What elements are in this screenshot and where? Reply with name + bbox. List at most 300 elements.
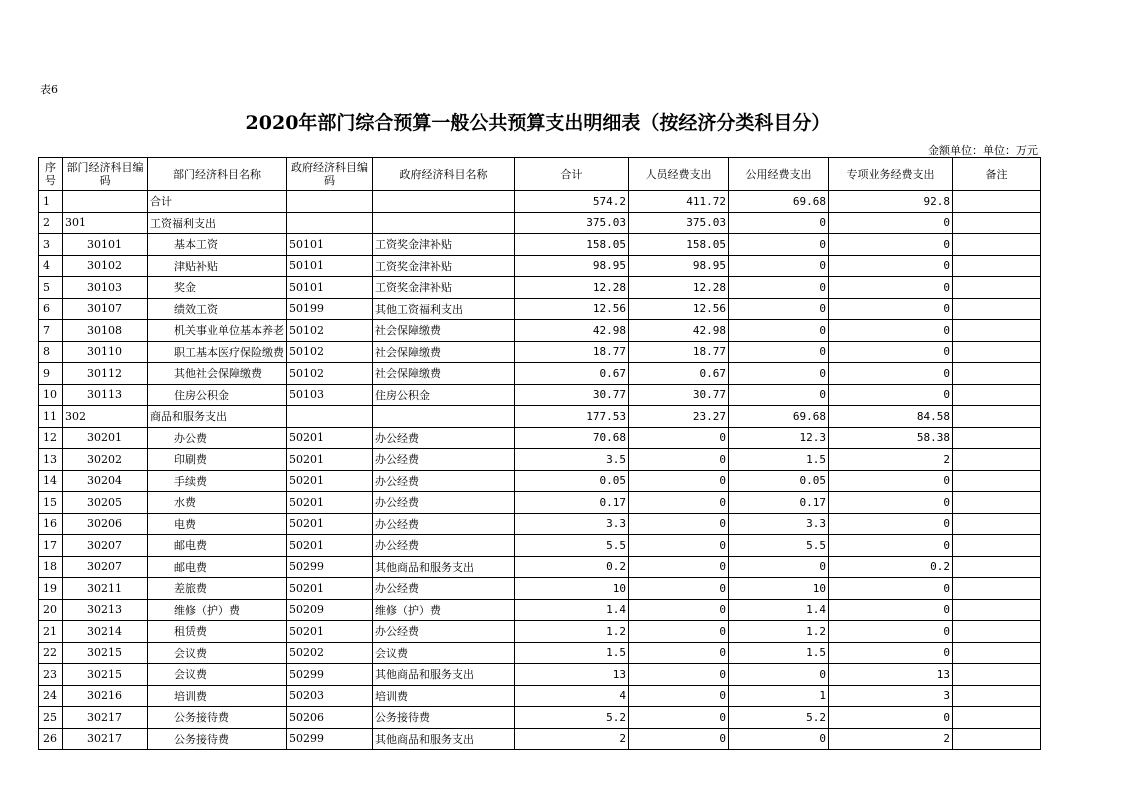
gov-code: 50203	[287, 685, 373, 707]
dept-code: 30201	[63, 427, 148, 449]
dept-code: 30112	[63, 363, 148, 385]
dept-code: 30107	[63, 298, 148, 320]
header-cell: 专项业务经费支出	[829, 158, 953, 191]
row-index: 13	[39, 449, 63, 471]
row-index: 4	[39, 255, 63, 277]
table-row	[39, 191, 1041, 213]
total-amount: 13	[515, 664, 629, 686]
row-index: 15	[39, 492, 63, 514]
dept-item-name: 基本工资	[148, 234, 287, 256]
dept-item-name: 租赁费	[148, 621, 287, 643]
row-index: 22	[39, 642, 63, 664]
dept-item-name: 差旅费	[148, 578, 287, 600]
public-expense: 1.4	[729, 599, 829, 621]
document-title: 2020年部门综合预算一般公共预算支出明细表（按经济分类科目分）	[245, 112, 831, 134]
dept-item-name: 邮电费	[148, 556, 287, 578]
public-expense: 69.68	[729, 406, 829, 428]
table-row	[39, 556, 1041, 578]
personnel-expense: 0	[629, 427, 729, 449]
gov-item-name: 办公经费	[373, 470, 515, 492]
gov-item-name: 工资奖金津补贴	[373, 255, 515, 277]
public-expense: 5.2	[729, 707, 829, 729]
table-header-row	[39, 158, 1041, 191]
table-row	[39, 449, 1041, 471]
dept-item-name: 其他社会保障缴费	[148, 363, 287, 385]
total-amount: 42.98	[515, 320, 629, 342]
dept-item-name: 公务接待费	[148, 707, 287, 729]
personnel-expense: 30.77	[629, 384, 729, 406]
remarks	[953, 234, 1041, 256]
gov-item-name: 办公经费	[373, 513, 515, 535]
public-expense: 69.68	[729, 191, 829, 213]
gov-item-name: 培训费	[373, 685, 515, 707]
public-expense: 1	[729, 685, 829, 707]
header-cell: 合计	[515, 158, 629, 191]
dept-code: 30214	[63, 621, 148, 643]
dept-code: 30101	[63, 234, 148, 256]
remarks	[953, 556, 1041, 578]
remarks	[953, 449, 1041, 471]
dept-code: 30211	[63, 578, 148, 600]
remarks	[953, 535, 1041, 557]
remarks	[953, 664, 1041, 686]
dept-item-name: 奖金	[148, 277, 287, 299]
remarks	[953, 427, 1041, 449]
remarks	[953, 341, 1041, 363]
public-expense: 12.3	[729, 427, 829, 449]
special-expense: 2	[829, 449, 953, 471]
total-amount: 5.5	[515, 535, 629, 557]
row-index: 6	[39, 298, 63, 320]
table-row	[39, 578, 1041, 600]
personnel-expense: 0	[629, 513, 729, 535]
special-expense: 3	[829, 685, 953, 707]
special-expense: 0	[829, 255, 953, 277]
gov-code: 50299	[287, 664, 373, 686]
gov-code: 50102	[287, 341, 373, 363]
row-index: 25	[39, 707, 63, 729]
gov-code: 50202	[287, 642, 373, 664]
gov-code: 50101	[287, 255, 373, 277]
gov-code: 50102	[287, 363, 373, 385]
total-amount: 1.4	[515, 599, 629, 621]
total-amount: 12.56	[515, 298, 629, 320]
personnel-expense: 0	[629, 599, 729, 621]
dept-code: 30103	[63, 277, 148, 299]
row-index: 23	[39, 664, 63, 686]
dept-code: 30205	[63, 492, 148, 514]
public-expense: 0	[729, 728, 829, 750]
gov-item-name: 工资奖金津补贴	[373, 277, 515, 299]
table-row	[39, 255, 1041, 277]
table-row	[39, 728, 1041, 750]
dept-code: 30204	[63, 470, 148, 492]
special-expense: 13	[829, 664, 953, 686]
table-row	[39, 427, 1041, 449]
gov-code: 50299	[287, 728, 373, 750]
row-index: 12	[39, 427, 63, 449]
special-expense: 0	[829, 234, 953, 256]
remarks	[953, 621, 1041, 643]
public-expense: 0	[729, 212, 829, 234]
remarks	[953, 406, 1041, 428]
dept-code: 30102	[63, 255, 148, 277]
remarks	[953, 255, 1041, 277]
personnel-expense: 12.28	[629, 277, 729, 299]
remarks	[953, 513, 1041, 535]
public-expense: 0	[729, 556, 829, 578]
special-expense: 0	[829, 578, 953, 600]
total-amount: 0.67	[515, 363, 629, 385]
gov-item-name: 工资奖金津补贴	[373, 234, 515, 256]
public-expense: 0	[729, 255, 829, 277]
total-amount: 12.28	[515, 277, 629, 299]
public-expense: 0	[729, 234, 829, 256]
remarks	[953, 707, 1041, 729]
table-row	[39, 535, 1041, 557]
gov-item-name: 维修（护）费	[373, 599, 515, 621]
dept-item-name: 职工基本医疗保险缴费	[148, 341, 287, 363]
personnel-expense: 0.67	[629, 363, 729, 385]
dept-item-name: 印刷费	[148, 449, 287, 471]
special-expense: 0	[829, 492, 953, 514]
dept-code: 30207	[63, 535, 148, 557]
special-expense: 0	[829, 298, 953, 320]
public-expense: 10	[729, 578, 829, 600]
dept-code: 301	[63, 212, 148, 234]
dept-item-name: 培训费	[148, 685, 287, 707]
row-index: 3	[39, 234, 63, 256]
table-row	[39, 320, 1041, 342]
row-index: 11	[39, 406, 63, 428]
dept-item-name: 住房公积金	[148, 384, 287, 406]
gov-item-name: 社会保障缴费	[373, 363, 515, 385]
dept-code: 30217	[63, 728, 148, 750]
gov-code: 50201	[287, 492, 373, 514]
gov-code: 50101	[287, 234, 373, 256]
dept-code: 30215	[63, 642, 148, 664]
dept-item-name: 手续费	[148, 470, 287, 492]
gov-code	[287, 191, 373, 213]
remarks	[953, 320, 1041, 342]
dept-item-name: 合计	[148, 191, 287, 213]
row-index: 21	[39, 621, 63, 643]
gov-item-name: 办公经费	[373, 578, 515, 600]
special-expense: 84.58	[829, 406, 953, 428]
table-row	[39, 492, 1041, 514]
expenditure-detail-table	[38, 157, 1041, 750]
total-amount: 5.2	[515, 707, 629, 729]
public-expense: 0.17	[729, 492, 829, 514]
personnel-expense: 158.05	[629, 234, 729, 256]
personnel-expense: 0	[629, 664, 729, 686]
gov-item-name: 会议费	[373, 642, 515, 664]
remarks	[953, 384, 1041, 406]
public-expense: 0	[729, 320, 829, 342]
header-cell: 备注	[953, 158, 1041, 191]
total-amount: 70.68	[515, 427, 629, 449]
gov-code	[287, 212, 373, 234]
personnel-expense: 0	[629, 449, 729, 471]
row-index: 8	[39, 341, 63, 363]
table-row	[39, 406, 1041, 428]
total-amount: 4	[515, 685, 629, 707]
row-index: 20	[39, 599, 63, 621]
row-index: 26	[39, 728, 63, 750]
special-expense: 58.38	[829, 427, 953, 449]
dept-code: 30207	[63, 556, 148, 578]
remarks	[953, 492, 1041, 514]
personnel-expense: 42.98	[629, 320, 729, 342]
public-expense: 1.2	[729, 621, 829, 643]
gov-code: 50199	[287, 298, 373, 320]
gov-code: 50102	[287, 320, 373, 342]
special-expense: 0	[829, 707, 953, 729]
total-amount: 177.53	[515, 406, 629, 428]
total-amount: 18.77	[515, 341, 629, 363]
personnel-expense: 0	[629, 707, 729, 729]
total-amount: 3.5	[515, 449, 629, 471]
special-expense: 0	[829, 384, 953, 406]
gov-code: 50299	[287, 556, 373, 578]
public-expense: 0	[729, 664, 829, 686]
table-row	[39, 470, 1041, 492]
public-expense: 5.5	[729, 535, 829, 557]
table-row	[39, 685, 1041, 707]
header-cell: 人员经费支出	[629, 158, 729, 191]
row-index: 5	[39, 277, 63, 299]
table-row	[39, 341, 1041, 363]
gov-code: 50201	[287, 621, 373, 643]
table-row	[39, 234, 1041, 256]
dept-item-name: 机关事业单位基本养老	[148, 320, 287, 342]
gov-item-name: 其他商品和服务支出	[373, 556, 515, 578]
dept-code: 30108	[63, 320, 148, 342]
special-expense: 0	[829, 599, 953, 621]
dept-item-name: 绩效工资	[148, 298, 287, 320]
personnel-expense: 0	[629, 556, 729, 578]
row-index: 10	[39, 384, 63, 406]
special-expense: 0.2	[829, 556, 953, 578]
dept-code: 30113	[63, 384, 148, 406]
gov-code: 50206	[287, 707, 373, 729]
gov-code: 50201	[287, 578, 373, 600]
gov-item-name	[373, 191, 515, 213]
total-amount: 98.95	[515, 255, 629, 277]
special-expense: 0	[829, 212, 953, 234]
remarks	[953, 599, 1041, 621]
gov-code: 50103	[287, 384, 373, 406]
remarks	[953, 642, 1041, 664]
special-expense: 0	[829, 277, 953, 299]
gov-code: 50201	[287, 513, 373, 535]
amount-unit-note: 金额单位：单位：万元	[928, 144, 1038, 157]
gov-code: 50201	[287, 427, 373, 449]
row-index: 2	[39, 212, 63, 234]
special-expense: 2	[829, 728, 953, 750]
gov-code: 50201	[287, 449, 373, 471]
dept-code: 30217	[63, 707, 148, 729]
gov-item-name: 其他工资福利支出	[373, 298, 515, 320]
public-expense: 0	[729, 277, 829, 299]
special-expense: 0	[829, 470, 953, 492]
gov-item-name: 住房公积金	[373, 384, 515, 406]
row-index: 9	[39, 363, 63, 385]
gov-item-name: 办公经费	[373, 492, 515, 514]
row-index: 7	[39, 320, 63, 342]
remarks	[953, 212, 1041, 234]
personnel-expense: 375.03	[629, 212, 729, 234]
total-amount: 375.03	[515, 212, 629, 234]
row-index: 24	[39, 685, 63, 707]
special-expense: 0	[829, 320, 953, 342]
public-expense: 3.3	[729, 513, 829, 535]
header-cell: 政府经济科目编码	[287, 158, 373, 191]
row-index: 19	[39, 578, 63, 600]
gov-item-name: 办公经费	[373, 535, 515, 557]
dept-code: 30110	[63, 341, 148, 363]
dept-item-name: 工资福利支出	[148, 212, 287, 234]
table-row	[39, 707, 1041, 729]
row-index: 18	[39, 556, 63, 578]
table-row	[39, 298, 1041, 320]
table-row	[39, 621, 1041, 643]
gov-item-name: 办公经费	[373, 621, 515, 643]
gov-code: 50209	[287, 599, 373, 621]
special-expense: 0	[829, 621, 953, 643]
dept-code: 30215	[63, 664, 148, 686]
table-row	[39, 384, 1041, 406]
total-amount: 158.05	[515, 234, 629, 256]
personnel-expense: 0	[629, 685, 729, 707]
remarks	[953, 578, 1041, 600]
table-number: 表6	[40, 83, 58, 96]
table-row	[39, 363, 1041, 385]
total-amount: 0.17	[515, 492, 629, 514]
gov-item-name	[373, 212, 515, 234]
public-expense: 1.5	[729, 449, 829, 471]
dept-item-name: 邮电费	[148, 535, 287, 557]
total-amount: 1.5	[515, 642, 629, 664]
gov-item-name	[373, 406, 515, 428]
total-amount: 0.2	[515, 556, 629, 578]
personnel-expense: 0	[629, 535, 729, 557]
personnel-expense: 18.77	[629, 341, 729, 363]
row-index: 17	[39, 535, 63, 557]
public-expense: 1.5	[729, 642, 829, 664]
personnel-expense: 98.95	[629, 255, 729, 277]
personnel-expense: 0	[629, 492, 729, 514]
special-expense: 0	[829, 535, 953, 557]
personnel-expense: 0	[629, 470, 729, 492]
dept-item-name: 水费	[148, 492, 287, 514]
public-expense: 0	[729, 384, 829, 406]
gov-code: 50201	[287, 470, 373, 492]
gov-item-name: 办公经费	[373, 427, 515, 449]
gov-code: 50101	[287, 277, 373, 299]
dept-code	[63, 191, 148, 213]
gov-item-name: 办公经费	[373, 449, 515, 471]
personnel-expense: 411.72	[629, 191, 729, 213]
dept-item-name: 会议费	[148, 642, 287, 664]
header-cell: 序号	[39, 158, 63, 191]
table-row	[39, 212, 1041, 234]
total-amount: 3.3	[515, 513, 629, 535]
personnel-expense: 23.27	[629, 406, 729, 428]
gov-item-name: 社会保障缴费	[373, 341, 515, 363]
table-body	[39, 191, 1041, 750]
dept-item-name: 津贴补贴	[148, 255, 287, 277]
public-expense: 0	[729, 363, 829, 385]
special-expense: 0	[829, 363, 953, 385]
remarks	[953, 685, 1041, 707]
table-row	[39, 513, 1041, 535]
remarks	[953, 728, 1041, 750]
personnel-expense: 0	[629, 728, 729, 750]
special-expense: 0	[829, 642, 953, 664]
dept-item-name: 办公费	[148, 427, 287, 449]
dept-code: 30206	[63, 513, 148, 535]
table-row	[39, 599, 1041, 621]
gov-item-name: 其他商品和服务支出	[373, 728, 515, 750]
remarks	[953, 470, 1041, 492]
public-expense: 0	[729, 341, 829, 363]
header-cell: 部门经济科目编码	[63, 158, 148, 191]
special-expense: 0	[829, 513, 953, 535]
gov-item-name: 社会保障缴费	[373, 320, 515, 342]
personnel-expense: 12.56	[629, 298, 729, 320]
remarks	[953, 277, 1041, 299]
public-expense: 0	[729, 298, 829, 320]
personnel-expense: 0	[629, 578, 729, 600]
gov-item-name: 公务接待费	[373, 707, 515, 729]
remarks	[953, 298, 1041, 320]
public-expense: 0.05	[729, 470, 829, 492]
dept-code: 30216	[63, 685, 148, 707]
header-cell: 部门经济科目名称	[148, 158, 287, 191]
table-row	[39, 664, 1041, 686]
personnel-expense: 0	[629, 621, 729, 643]
dept-item-name: 商品和服务支出	[148, 406, 287, 428]
dept-code: 302	[63, 406, 148, 428]
remarks	[953, 363, 1041, 385]
header-cell: 政府经济科目名称	[373, 158, 515, 191]
table-row	[39, 277, 1041, 299]
dept-code: 30202	[63, 449, 148, 471]
gov-item-name: 其他商品和服务支出	[373, 664, 515, 686]
header-cell: 公用经费支出	[729, 158, 829, 191]
special-expense: 92.8	[829, 191, 953, 213]
gov-code: 50201	[287, 535, 373, 557]
dept-item-name: 公务接待费	[148, 728, 287, 750]
dept-code: 30213	[63, 599, 148, 621]
row-index: 16	[39, 513, 63, 535]
total-amount: 2	[515, 728, 629, 750]
total-amount: 0.05	[515, 470, 629, 492]
dept-item-name: 维修（护）费	[148, 599, 287, 621]
dept-item-name: 电费	[148, 513, 287, 535]
total-amount: 574.2	[515, 191, 629, 213]
row-index: 14	[39, 470, 63, 492]
dept-item-name: 会议费	[148, 664, 287, 686]
personnel-expense: 0	[629, 642, 729, 664]
row-index: 1	[39, 191, 63, 213]
remarks	[953, 191, 1041, 213]
special-expense: 0	[829, 341, 953, 363]
gov-code	[287, 406, 373, 428]
total-amount: 30.77	[515, 384, 629, 406]
total-amount: 1.2	[515, 621, 629, 643]
